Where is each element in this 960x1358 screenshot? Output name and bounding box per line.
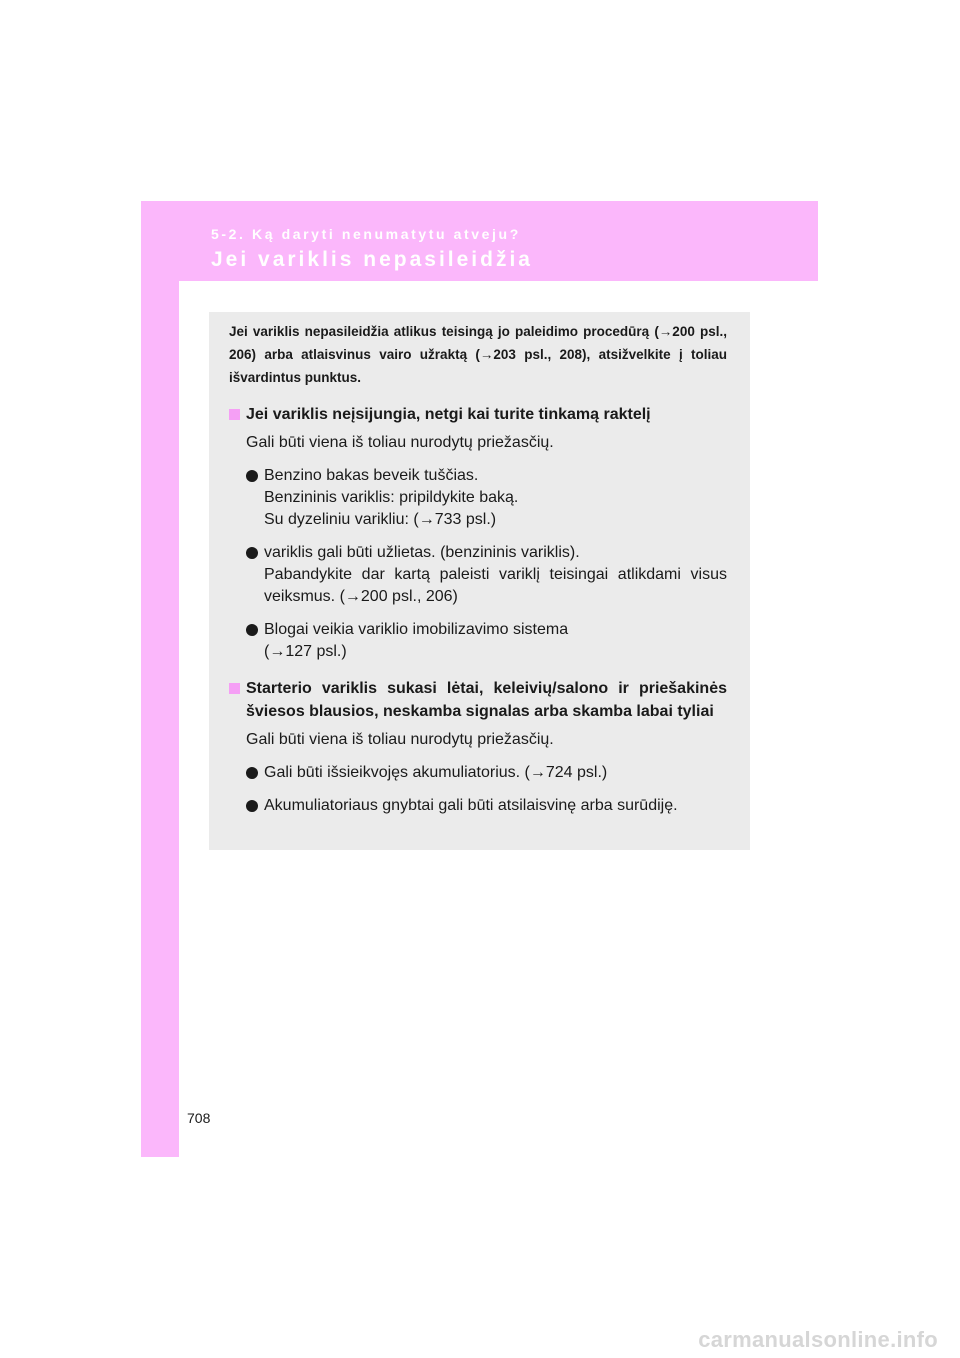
- list-item: [229, 465, 727, 531]
- section-text: Gali būti viena iš toliau nurodytų priežasčių.: [246, 434, 554, 451]
- section-heading-text: Jei variklis neįsijungia, netgi kai turite tinkamą raktelį: [246, 406, 651, 423]
- list-item: [229, 619, 727, 663]
- section-label: 5-2. Ką daryti nenumatytu atveju?: [211, 226, 521, 242]
- square-marker-icon: [229, 409, 240, 420]
- section-key-not-starting: [229, 403, 727, 663]
- list-item-line: Gali būti išsieikvojęs akumuliatorius. (→724 psl.): [264, 764, 608, 781]
- list-item-line: Pabandykite dar kartą paleisti variklį teisingai atlikdami visus veiksmus. (→200 psl., 206): [264, 566, 727, 605]
- list-item-line: Blogai veikia variklio imobilizavimo sistema: [264, 621, 569, 638]
- watermark: carmanualsonline.info: [698, 1327, 938, 1352]
- list-item-line: Akumuliatoriaus gnybtai gali būti atsilaisvinę arba surūdiję.: [264, 797, 678, 814]
- list-item-line: Benzininis variklis: pripildykite baką.: [264, 489, 519, 506]
- page-title: Jei variklis nepasileidžia: [211, 248, 533, 271]
- left-margin-bar: [141, 201, 179, 1157]
- content-panel: [209, 312, 750, 850]
- section-slow-starter: [229, 677, 727, 817]
- bullet-dot-icon: [246, 547, 258, 559]
- list-item: [229, 762, 727, 784]
- section-heading-text: Starterio variklis sukasi lėtai, keleivių/salono ir priešakinės šviesos blausios, neskamba signalas arba skamba labai tyliai: [246, 680, 727, 720]
- intro-text: Jei variklis nepasileidžia atlikus teisingą jo paleidimo procedūrą (→200 psl., 206) arba atlaisvinus vairo užraktą (→203 psl., 208), atsižvelkite į toliau išvardintus punktus.: [229, 324, 727, 385]
- section-heading: [229, 403, 727, 426]
- list-item: [229, 542, 727, 608]
- bullet-dot-icon: [246, 800, 258, 812]
- bullet-dot-icon: [246, 470, 258, 482]
- bullet-dot-icon: [246, 624, 258, 636]
- section-text: Gali būti viena iš toliau nurodytų priežasčių.: [246, 731, 554, 748]
- list-item-line: variklis gali būti užlietas. (benzininis variklis).: [264, 544, 580, 561]
- square-marker-icon: [229, 683, 240, 694]
- bullet-dot-icon: [246, 767, 258, 779]
- list-item-line: Su dyzeliniu varikliu: (→733 psl.): [264, 511, 497, 528]
- page-number: 708: [187, 1110, 211, 1126]
- list-item-line: Benzino bakas beveik tuščias.: [264, 467, 479, 484]
- list-item-line: (→127 psl.): [264, 643, 347, 660]
- section-heading: [229, 677, 727, 723]
- list-item: [229, 795, 727, 817]
